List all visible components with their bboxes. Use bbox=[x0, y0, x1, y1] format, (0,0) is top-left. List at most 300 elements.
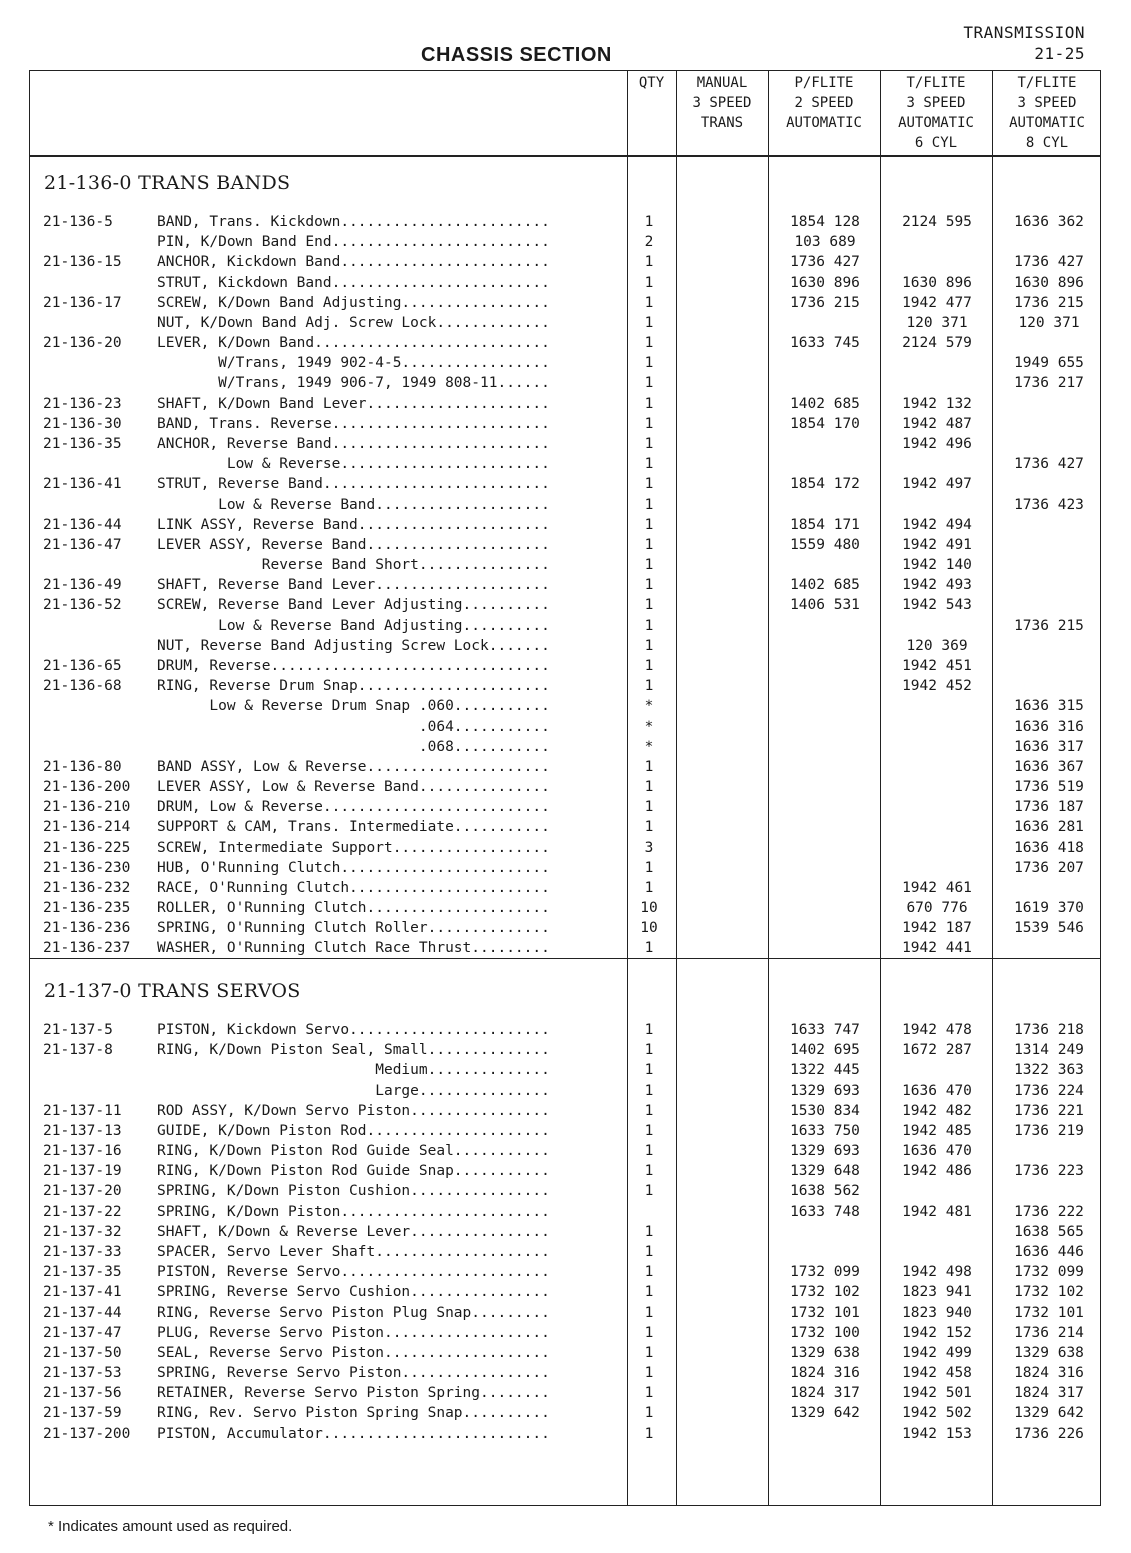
quantity: 1 bbox=[644, 516, 654, 533]
quantity: 1 bbox=[644, 1062, 654, 1079]
table-row bbox=[30, 1405, 1100, 1425]
part-number: 21-136-68 bbox=[43, 678, 122, 695]
quantity: 1 bbox=[644, 1284, 654, 1301]
tflite-8cyl-part-number: 1736 427 bbox=[1014, 456, 1084, 473]
tflite-6cyl-part-number: 1942 493 bbox=[902, 577, 972, 594]
part-description: Low & Reverse Band Adjusting.......... bbox=[157, 617, 550, 634]
part-number: 21-137-22 bbox=[43, 1203, 122, 1220]
table-row bbox=[30, 1062, 1100, 1082]
quantity: 1 bbox=[644, 1122, 654, 1139]
tflite-8cyl-part-number: 1824 316 bbox=[1014, 1365, 1084, 1382]
pflite-part-number: 1854 172 bbox=[790, 476, 860, 493]
pflite-part-number: 1406 531 bbox=[790, 597, 860, 614]
quantity: 1 bbox=[644, 1264, 654, 1281]
table-row bbox=[30, 557, 1100, 577]
quantity: 1 bbox=[644, 476, 654, 493]
quantity: 1 bbox=[644, 536, 654, 553]
tflite-8cyl-part-number: 1638 565 bbox=[1014, 1223, 1084, 1240]
part-description: NUT, K/Down Band Adj. Screw Lock............. bbox=[157, 314, 550, 331]
pflite-part-number: 1854 171 bbox=[790, 516, 860, 533]
tflite-6cyl-part-number: 1823 941 bbox=[902, 1284, 972, 1301]
part-number: 21-136-20 bbox=[43, 335, 122, 352]
table-row bbox=[30, 1305, 1100, 1325]
quantity: 1 bbox=[644, 657, 654, 674]
table-row bbox=[30, 275, 1100, 295]
part-description: RACE, O'Running Clutch....................... bbox=[157, 879, 550, 896]
tflite-8cyl-part-number: 1736 215 bbox=[1014, 617, 1084, 634]
tflite-8cyl-part-number: 1619 370 bbox=[1014, 900, 1084, 917]
part-number: 21-136-5 bbox=[43, 214, 113, 230]
tflite-6cyl-part-number: 1942 491 bbox=[902, 536, 972, 553]
tflite-8cyl-part-number: 1736 427 bbox=[1014, 254, 1084, 271]
quantity: 10 bbox=[640, 920, 658, 937]
table-row bbox=[30, 1365, 1100, 1385]
tflite-8cyl-part-number: 1636 446 bbox=[1014, 1243, 1084, 1260]
part-description: Reverse Band Short............... bbox=[157, 557, 550, 574]
tflite-6cyl-part-number: 1823 940 bbox=[902, 1304, 972, 1321]
table-row bbox=[30, 254, 1100, 274]
header-rule bbox=[30, 155, 1100, 157]
part-number: 21-137-56 bbox=[43, 1385, 122, 1402]
part-description: W/Trans, 1949 902-4-5................. bbox=[157, 355, 550, 372]
pflite-part-number: 1854 170 bbox=[790, 415, 860, 432]
quantity: 1 bbox=[644, 859, 654, 876]
part-number: 21-137-8 bbox=[43, 1042, 113, 1059]
tflite-6cyl-part-number: 1942 153 bbox=[902, 1425, 972, 1442]
quantity: 1 bbox=[644, 1102, 654, 1119]
part-number: 21-137-20 bbox=[43, 1183, 122, 1200]
pflite-part-number: 1402 685 bbox=[790, 395, 860, 412]
table-row bbox=[30, 1385, 1100, 1405]
quantity: 1 bbox=[644, 819, 654, 836]
table-row bbox=[30, 860, 1100, 880]
part-description: SCREW, Reverse Band Lever Adjusting.......... bbox=[157, 597, 550, 614]
part-description: SCREW, K/Down Band Adjusting................. bbox=[157, 294, 550, 311]
tflite-6cyl-part-number: 1942 482 bbox=[902, 1102, 972, 1119]
tflite-6cyl-part-number: 1942 132 bbox=[902, 395, 972, 412]
pflite-part-number: 1329 642 bbox=[790, 1405, 860, 1422]
part-number: 21-137-16 bbox=[43, 1143, 122, 1160]
part-number: 21-136-30 bbox=[43, 415, 122, 432]
quantity: 1 bbox=[644, 274, 654, 291]
tflite-8cyl-part-number: 1736 226 bbox=[1014, 1425, 1084, 1442]
tflite-6cyl-part-number: 1630 896 bbox=[902, 274, 972, 291]
pflite-part-number: 1824 317 bbox=[790, 1385, 860, 1402]
pflite-part-number: 1736 427 bbox=[790, 254, 860, 271]
part-description: RING, K/Down Piston Rod Guide Snap........... bbox=[157, 1163, 550, 1180]
table-row bbox=[30, 840, 1100, 860]
section-title-bands: 21-136-0 TRANS BANDS bbox=[44, 172, 291, 194]
table-row bbox=[30, 1345, 1100, 1365]
part-description: .064........... bbox=[157, 718, 550, 735]
part-description: RING, Rev. Servo Piston Spring Snap.......... bbox=[157, 1405, 550, 1422]
quantity: 3 bbox=[644, 839, 654, 856]
table-row bbox=[30, 920, 1100, 940]
part-number: 21-137-53 bbox=[43, 1365, 122, 1382]
part-number: 21-136-52 bbox=[43, 597, 122, 614]
table-row bbox=[30, 517, 1100, 537]
part-description: SPRING, Reverse Servo Cushion................ bbox=[157, 1284, 550, 1301]
table-row bbox=[30, 416, 1100, 436]
tflite-6cyl-part-number: 1636 470 bbox=[902, 1082, 972, 1099]
part-description: PIN, K/Down Band End......................... bbox=[157, 234, 550, 251]
pflite-part-number: 1732 101 bbox=[790, 1304, 860, 1321]
tflite-6cyl-part-number: 1942 487 bbox=[902, 415, 972, 432]
tflite-8cyl-part-number: 1636 362 bbox=[1014, 214, 1084, 230]
tflite-6cyl-part-number: 1942 481 bbox=[902, 1203, 972, 1220]
tflite-8cyl-part-number: 1736 224 bbox=[1014, 1082, 1084, 1099]
tflite-8cyl-part-number: 1736 219 bbox=[1014, 1122, 1084, 1139]
pflite-part-number: 1633 748 bbox=[790, 1203, 860, 1220]
pflite-part-number: 103 689 bbox=[794, 234, 856, 251]
table-row bbox=[30, 900, 1100, 920]
table-row bbox=[30, 497, 1100, 517]
table-row bbox=[30, 396, 1100, 416]
part-description: RING, Reverse Servo Piston Plug Snap......... bbox=[157, 1304, 550, 1321]
table-row bbox=[30, 234, 1100, 254]
quantity: 1 bbox=[644, 1183, 654, 1200]
quantity: 1 bbox=[644, 1022, 654, 1038]
tflite-6cyl-part-number: 1942 140 bbox=[902, 557, 972, 574]
part-description: ANCHOR, Kickdown Band........................ bbox=[157, 254, 550, 271]
tflite-8cyl-part-number: 1736 223 bbox=[1014, 1163, 1084, 1180]
pflite-part-number: 1732 099 bbox=[790, 1264, 860, 1281]
table-row bbox=[30, 1083, 1100, 1103]
quantity: 1 bbox=[644, 678, 654, 695]
table-row bbox=[30, 719, 1100, 739]
quantity: 1 bbox=[644, 335, 654, 352]
quantity: 1 bbox=[644, 1324, 654, 1341]
part-number: 21-137-200 bbox=[43, 1425, 131, 1442]
tflite-6cyl-part-number: 120 371 bbox=[906, 314, 968, 331]
table-row bbox=[30, 375, 1100, 395]
part-description: .068........... bbox=[157, 738, 550, 755]
pflite-part-number: 1322 445 bbox=[790, 1062, 860, 1079]
quantity: 1 bbox=[644, 577, 654, 594]
tflite-6cyl-part-number: 1636 470 bbox=[902, 1143, 972, 1160]
tflite-8cyl-part-number: 1636 281 bbox=[1014, 819, 1084, 836]
pflite-part-number: 1633 745 bbox=[790, 335, 860, 352]
tflite-8cyl-part-number: 1636 367 bbox=[1014, 758, 1084, 775]
quantity: 1 bbox=[644, 214, 654, 230]
pflite-part-number: 1630 896 bbox=[790, 274, 860, 291]
part-number: 21-136-44 bbox=[43, 516, 122, 533]
pflite-part-number: 1732 100 bbox=[790, 1324, 860, 1341]
quantity: 1 bbox=[644, 879, 654, 896]
table-row bbox=[30, 214, 1100, 234]
part-description: RING, Reverse Drum Snap...................... bbox=[157, 678, 550, 695]
pflite-part-number: 1530 834 bbox=[790, 1102, 860, 1119]
tflite-6cyl-part-number: 1942 494 bbox=[902, 516, 972, 533]
part-description: ANCHOR, Reverse Band......................... bbox=[157, 435, 550, 452]
quantity: 1 bbox=[644, 799, 654, 816]
table-row bbox=[30, 819, 1100, 839]
table-row bbox=[30, 658, 1100, 678]
table-row bbox=[30, 597, 1100, 617]
part-description: SHAFT, K/Down Band Lever..................... bbox=[157, 395, 550, 412]
quantity: 1 bbox=[644, 294, 654, 311]
quantity: 1 bbox=[644, 395, 654, 412]
tflite-8cyl-part-number: 1949 655 bbox=[1014, 355, 1084, 372]
tflite-6cyl-part-number: 1942 501 bbox=[902, 1385, 972, 1402]
tflite-6cyl-part-number: 1942 477 bbox=[902, 294, 972, 311]
quantity: 1 bbox=[644, 557, 654, 574]
table-row bbox=[30, 1284, 1100, 1304]
part-number: 21-136-80 bbox=[43, 758, 122, 775]
quantity: 10 bbox=[640, 900, 658, 917]
quantity: 1 bbox=[644, 1143, 654, 1160]
pflite-part-number: 1329 693 bbox=[790, 1082, 860, 1099]
part-number: 21-136-210 bbox=[43, 799, 131, 816]
part-number: 21-137-59 bbox=[43, 1405, 122, 1422]
part-description: PISTON, Accumulator.......................... bbox=[157, 1425, 550, 1442]
part-description: PLUG, Reverse Servo Piston................... bbox=[157, 1324, 550, 1341]
quantity: 1 bbox=[644, 1425, 654, 1442]
tflite-6cyl-part-number: 2124 579 bbox=[902, 335, 972, 352]
part-number: 21-136-65 bbox=[43, 657, 122, 674]
tflite-8cyl-part-number: 1314 249 bbox=[1014, 1042, 1084, 1059]
part-description: SEAL, Reverse Servo Piston................... bbox=[157, 1344, 550, 1361]
tflite-8cyl-part-number: 1736 519 bbox=[1014, 779, 1084, 796]
part-description: SPRING, K/Down Piston........................ bbox=[157, 1203, 550, 1220]
table-row bbox=[30, 1183, 1100, 1203]
quantity: 1 bbox=[644, 415, 654, 432]
part-number: 21-136-237 bbox=[43, 940, 131, 957]
table-row bbox=[30, 1163, 1100, 1183]
quantity: 1 bbox=[644, 314, 654, 331]
tflite-8cyl-part-number: 1732 102 bbox=[1014, 1284, 1084, 1301]
part-description: Low & Reverse........................ bbox=[157, 456, 550, 473]
part-number: 21-136-17 bbox=[43, 294, 122, 311]
table-row bbox=[30, 1244, 1100, 1264]
quantity: 1 bbox=[644, 254, 654, 271]
tflite-6cyl-part-number: 1942 502 bbox=[902, 1405, 972, 1422]
table-row bbox=[30, 537, 1100, 557]
table-row bbox=[30, 436, 1100, 456]
part-number: 21-136-49 bbox=[43, 577, 122, 594]
quantity: 1 bbox=[644, 1163, 654, 1180]
tflite-8cyl-part-number: 1736 187 bbox=[1014, 799, 1084, 816]
part-description: SHAFT, K/Down & Reverse Lever................ bbox=[157, 1223, 550, 1240]
part-number: 21-137-13 bbox=[43, 1122, 122, 1139]
pflite-part-number: 1633 747 bbox=[790, 1022, 860, 1038]
pflite-part-number: 1736 215 bbox=[790, 294, 860, 311]
quantity: 1 bbox=[644, 355, 654, 372]
part-description: SHAFT, Reverse Band Lever.................... bbox=[157, 577, 550, 594]
table-row bbox=[30, 1103, 1100, 1123]
col-head-pflite: P/FLITE 2 SPEED AUTOMATIC bbox=[786, 75, 862, 131]
part-number: 21-137-44 bbox=[43, 1304, 122, 1321]
tflite-8cyl-part-number: 1636 418 bbox=[1014, 839, 1084, 856]
tflite-8cyl-part-number: 1732 099 bbox=[1014, 1264, 1084, 1281]
tflite-6cyl-part-number: 1942 497 bbox=[902, 476, 972, 493]
table-row bbox=[30, 1426, 1100, 1446]
table-row bbox=[30, 1224, 1100, 1244]
part-description: SUPPORT & CAM, Trans. Intermediate........... bbox=[157, 819, 550, 836]
table-row bbox=[30, 678, 1100, 698]
tflite-8cyl-part-number: 1736 215 bbox=[1014, 294, 1084, 311]
quantity: 1 bbox=[644, 940, 654, 957]
tflite-8cyl-part-number: 1539 546 bbox=[1014, 920, 1084, 937]
pflite-part-number: 1329 638 bbox=[790, 1344, 860, 1361]
page-number: 21-25 bbox=[1034, 44, 1085, 63]
part-number: 21-137-47 bbox=[43, 1324, 122, 1341]
part-description: Medium.............. bbox=[157, 1062, 550, 1079]
quantity: 1 bbox=[644, 617, 654, 634]
tflite-8cyl-part-number: 1732 101 bbox=[1014, 1304, 1084, 1321]
part-description: BAND, Trans. Reverse......................... bbox=[157, 415, 550, 432]
tflite-6cyl-part-number: 1942 543 bbox=[902, 597, 972, 614]
table-row bbox=[30, 1264, 1100, 1284]
table-row bbox=[30, 1143, 1100, 1163]
tflite-8cyl-part-number: 1329 638 bbox=[1014, 1344, 1084, 1361]
tflite-6cyl-part-number: 670 776 bbox=[906, 900, 968, 917]
tflite-8cyl-part-number: 1736 423 bbox=[1014, 496, 1084, 513]
table-row bbox=[30, 799, 1100, 819]
table-row bbox=[30, 638, 1100, 658]
pflite-part-number: 1732 102 bbox=[790, 1284, 860, 1301]
tflite-8cyl-part-number: 1636 315 bbox=[1014, 698, 1084, 715]
part-description: Large............... bbox=[157, 1082, 550, 1099]
tflite-6cyl-part-number: 1942 496 bbox=[902, 435, 972, 452]
part-description: W/Trans, 1949 906-7, 1949 808-11...... bbox=[157, 375, 550, 392]
part-number: 21-137-11 bbox=[43, 1102, 122, 1119]
part-description: ROLLER, O'Running Clutch..................... bbox=[157, 900, 550, 917]
quantity: 1 bbox=[644, 637, 654, 654]
table-row bbox=[30, 1325, 1100, 1345]
quantity: 1 bbox=[644, 1243, 654, 1260]
part-description: LINK ASSY, Reverse Band...................... bbox=[157, 516, 550, 533]
table-row bbox=[30, 1022, 1100, 1042]
quantity: 1 bbox=[644, 1082, 654, 1099]
part-number: 21-136-232 bbox=[43, 879, 131, 896]
part-number: 21-136-15 bbox=[43, 254, 122, 271]
tflite-6cyl-part-number: 1942 498 bbox=[902, 1264, 972, 1281]
quantity: 1 bbox=[644, 1223, 654, 1240]
part-description: RETAINER, Reverse Servo Piston Spring........ bbox=[157, 1385, 550, 1402]
table-row bbox=[30, 739, 1100, 759]
pflite-part-number: 1824 316 bbox=[790, 1365, 860, 1382]
tflite-8cyl-part-number: 1736 207 bbox=[1014, 859, 1084, 876]
tflite-8cyl-part-number: 1322 363 bbox=[1014, 1062, 1084, 1079]
part-number: 21-136-200 bbox=[43, 779, 131, 796]
part-description: DRUM, Reverse................................ bbox=[157, 657, 550, 674]
part-description: BAND ASSY, Low & Reverse..................... bbox=[157, 758, 550, 775]
quantity: 1 bbox=[644, 1385, 654, 1402]
tflite-8cyl-part-number: 1736 214 bbox=[1014, 1324, 1084, 1341]
part-description: SPACER, Servo Lever Shaft.................... bbox=[157, 1243, 550, 1260]
part-description: GUIDE, K/Down Piston Rod..................... bbox=[157, 1122, 550, 1139]
tflite-6cyl-part-number: 1942 152 bbox=[902, 1324, 972, 1341]
tflite-6cyl-part-number: 1942 486 bbox=[902, 1163, 972, 1180]
part-description: HUB, O'Running Clutch........................ bbox=[157, 859, 550, 876]
part-number: 21-136-47 bbox=[43, 536, 122, 553]
part-number: 21-137-5 bbox=[43, 1022, 113, 1038]
tflite-6cyl-part-number: 1942 485 bbox=[902, 1122, 972, 1139]
table-row bbox=[30, 315, 1100, 335]
table-row bbox=[30, 698, 1100, 718]
tflite-6cyl-part-number: 1942 441 bbox=[902, 940, 972, 957]
part-description: WASHER, O'Running Clutch Race Thrust......... bbox=[157, 940, 550, 957]
part-description: RING, K/Down Piston Rod Guide Seal........... bbox=[157, 1143, 550, 1160]
quantity: 1 bbox=[644, 1304, 654, 1321]
tflite-8cyl-part-number: 1736 217 bbox=[1014, 375, 1084, 392]
col-head-tflite-6cyl: T/FLITE 3 SPEED AUTOMATIC 6 CYL bbox=[898, 75, 974, 151]
tflite-8cyl-part-number: 1329 642 bbox=[1014, 1405, 1084, 1422]
part-description: ROD ASSY, K/Down Servo Piston................ bbox=[157, 1102, 550, 1119]
part-description: PISTON, Kickdown Servo....................... bbox=[157, 1022, 550, 1038]
part-description: Low & Reverse Band.................... bbox=[157, 496, 550, 513]
tflite-8cyl-part-number: 1736 221 bbox=[1014, 1102, 1084, 1119]
tflite-6cyl-part-number: 2124 595 bbox=[902, 214, 972, 230]
tflite-8cyl-part-number: 1636 317 bbox=[1014, 738, 1084, 755]
part-description: RING, K/Down Piston Seal, Small.............. bbox=[157, 1042, 550, 1059]
quantity: 1 bbox=[644, 496, 654, 513]
table-row bbox=[30, 577, 1100, 597]
tflite-8cyl-part-number: 120 371 bbox=[1018, 314, 1080, 331]
part-number: 21-137-32 bbox=[43, 1223, 122, 1240]
tflite-6cyl-part-number: 1942 451 bbox=[902, 657, 972, 674]
part-description: LEVER ASSY, Reverse Band..................... bbox=[157, 536, 550, 553]
quantity: 1 bbox=[644, 1344, 654, 1361]
table-row bbox=[30, 295, 1100, 315]
tflite-6cyl-part-number: 1942 499 bbox=[902, 1344, 972, 1361]
table-row bbox=[30, 779, 1100, 799]
quantity: 1 bbox=[644, 779, 654, 796]
part-description: Low & Reverse Drum Snap .060........... bbox=[157, 698, 550, 715]
part-description: STRUT, Kickdown Band......................... bbox=[157, 274, 550, 291]
part-number: 21-136-230 bbox=[43, 859, 131, 876]
tflite-6cyl-part-number: 1942 187 bbox=[902, 920, 972, 937]
table-row bbox=[30, 355, 1100, 375]
page-header-right bbox=[963, 22, 1085, 64]
table-row bbox=[30, 456, 1100, 476]
part-number: 21-137-35 bbox=[43, 1264, 122, 1281]
subject-label: TRANSMISSION bbox=[963, 23, 1085, 42]
pflite-part-number: 1638 562 bbox=[790, 1183, 860, 1200]
part-number: 21-136-236 bbox=[43, 920, 131, 937]
tflite-8cyl-part-number: 1630 896 bbox=[1014, 274, 1084, 291]
tflite-6cyl-part-number: 1942 461 bbox=[902, 879, 972, 896]
part-number: 21-136-235 bbox=[43, 900, 131, 917]
tflite-8cyl-part-number: 1636 316 bbox=[1014, 718, 1084, 735]
quantity: * bbox=[644, 698, 654, 715]
quantity: 1 bbox=[644, 1405, 654, 1422]
tflite-6cyl-part-number: 1942 458 bbox=[902, 1365, 972, 1382]
pflite-part-number: 1402 685 bbox=[790, 577, 860, 594]
part-number: 21-137-41 bbox=[43, 1284, 122, 1301]
part-number: 21-137-19 bbox=[43, 1163, 122, 1180]
part-number: 21-137-33 bbox=[43, 1243, 122, 1260]
part-description: DRUM, Low & Reverse.......................... bbox=[157, 799, 550, 816]
quantity: 2 bbox=[644, 234, 654, 251]
table-row bbox=[30, 618, 1100, 638]
part-description: STRUT, Reverse Band.......................... bbox=[157, 476, 550, 493]
part-number: 21-136-35 bbox=[43, 435, 122, 452]
col-head-tflite-8cyl: T/FLITE 3 SPEED AUTOMATIC 8 CYL bbox=[1009, 75, 1085, 151]
quantity: 1 bbox=[644, 758, 654, 775]
table-row bbox=[30, 1204, 1100, 1224]
col-head-qty: QTY bbox=[638, 75, 665, 91]
quantity: 1 bbox=[644, 597, 654, 614]
pflite-part-number: 1854 128 bbox=[790, 214, 860, 230]
col-head-manual: MANUAL 3 SPEED TRANS bbox=[692, 75, 752, 131]
part-number: 21-136-214 bbox=[43, 819, 131, 836]
table-row bbox=[30, 759, 1100, 779]
quantity: 1 bbox=[644, 375, 654, 392]
table-row bbox=[30, 1042, 1100, 1062]
parts-table bbox=[29, 70, 1101, 1506]
